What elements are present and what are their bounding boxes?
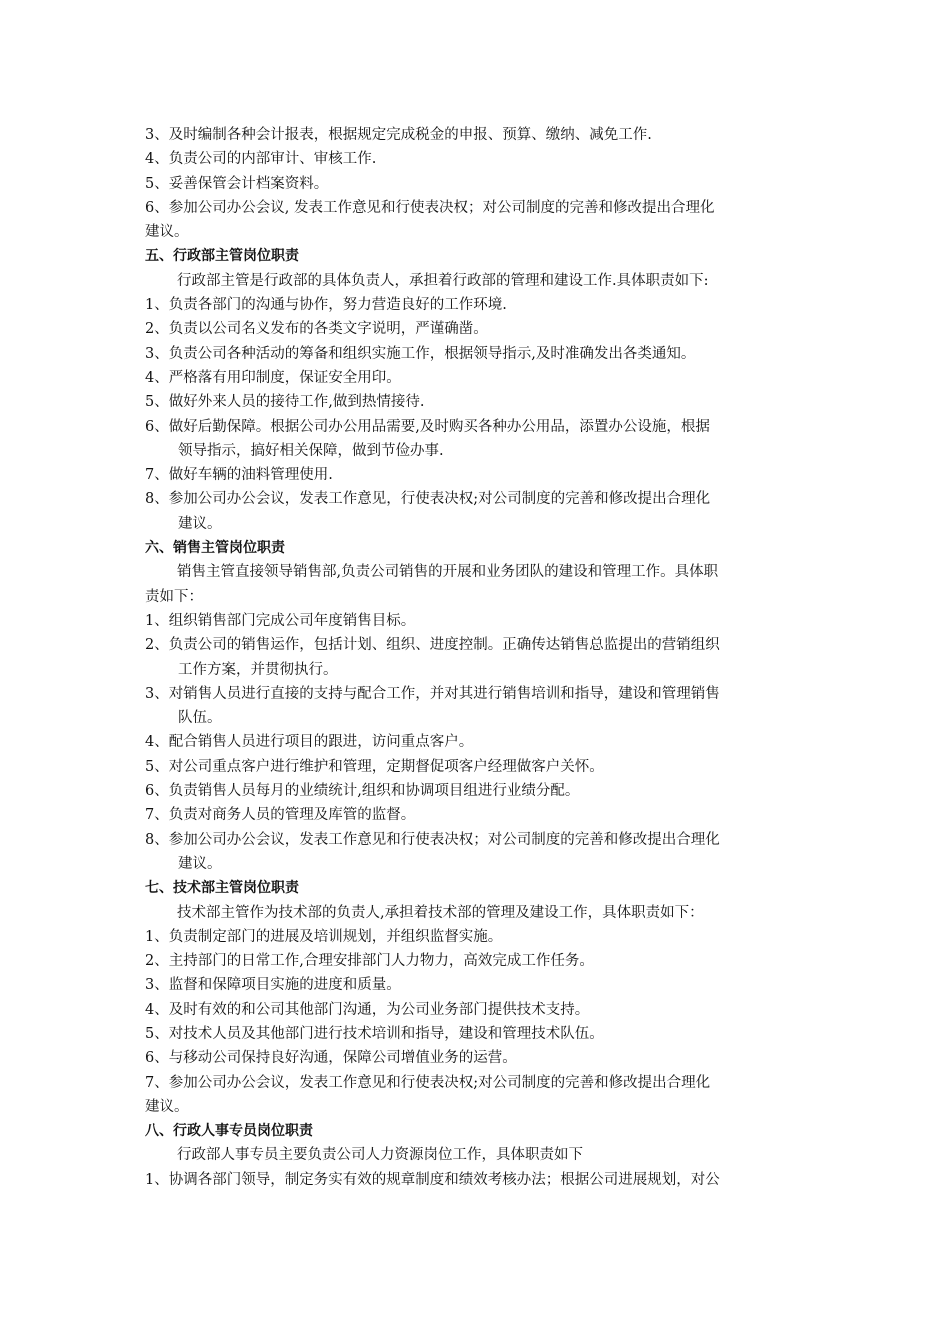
item-continuation: 工作方案，并贯彻执行。 (178, 661, 338, 678)
section-heading: 六、销售主管岗位职责 (145, 540, 285, 557)
list-item: 3、及时编制各种会计报表，根据规定完成税金的申报、预算、缴纳、减免工作. (145, 127, 652, 143)
list-item: 6、负责销售人员每月的业绩统计,组织和协调项目组进行业绩分配。 (145, 783, 580, 800)
list-item: 5、对技术人员及其他部门进行技术培训和指导，建设和管理技术队伍。 (145, 1025, 604, 1042)
intro-paragraph: 行政部主管是行政部的具体负责人，承担着行政部的管理和建设工作.具体职责如下: (177, 272, 709, 289)
item-continuation: 队伍。 (178, 710, 222, 727)
line-continuation: 建议。 (145, 1098, 189, 1115)
section-heading: 五、行政部主管岗位职责 (145, 248, 299, 265)
list-item: 2、负责公司的销售运作，包括计划、组织、进度控制。正确传达销售总监提出的营销组织 (145, 637, 720, 654)
intro-paragraph: 销售主管直接领导销售部,负责公司销售的开展和业务团队的建设和管理工作。具体职 (177, 564, 719, 581)
list-item: 1、组织销售部门完成公司年度销售目标。 (145, 612, 416, 629)
list-item: 5、妥善保管会计档案资料。 (145, 175, 329, 192)
list-item: 1、协调各部门领导，制定务实有效的规章制度和绩效考核办法；根据公司进展规划，对公 (145, 1171, 720, 1188)
section-heading: 七、技术部主管岗位职责 (145, 880, 299, 897)
item-continuation: 建议。 (178, 515, 222, 532)
list-item: 2、负责以公司名义发布的各类文字说明，严谨确凿。 (145, 321, 488, 338)
list-item: 5、做好外来人员的接待工作,做到热情接待. (145, 394, 425, 411)
intro-paragraph: 技术部主管作为技术部的负责人,承担着技术部的管理及建设工作，具体职责如下： (177, 904, 704, 921)
item-continuation: 建议。 (178, 855, 222, 872)
list-item: 3、对销售人员进行直接的支持与配合工作，并对其进行销售培训和指导，建设和管理销售 (145, 685, 720, 702)
section-heading: 八、行政人事专员岗位职责 (145, 1123, 313, 1140)
list-item: 7、负责对商务人员的管理及库管的监督。 (145, 807, 416, 824)
line-continuation: 建议。 (145, 224, 189, 241)
list-item: 7、做好车辆的油料管理使用. (145, 467, 333, 484)
list-item: 8、参加公司办公会议，发表工作意见和行使表决权；对公司制度的完善和修改提出合理化 (145, 831, 720, 848)
list-item: 4、负责公司的内部审计、审核工作. (145, 151, 377, 168)
list-item: 5、对公司重点客户进行维护和管理，定期督促项客户经理做客户关怀。 (145, 758, 604, 775)
list-item: 6、与移动公司保持良好沟通，保障公司增值业务的运营。 (145, 1050, 517, 1067)
document-page (145, 123, 810, 1192)
list-item: 3、负责公司各种活动的筹备和组织实施工作，根据领导指示,及时准确发出各类通知。 (145, 345, 696, 362)
list-item: 2、主持部门的日常工作,合理安排部门人力物力，高效完成工作任务。 (145, 953, 594, 970)
list-item: 6、参加公司办公会议, 发表工作意见和行使表决权；对公司制度的完善和修改提出合理化 (145, 199, 715, 216)
list-item: 4、配合销售人员进行项目的跟进，访问重点客户。 (145, 734, 474, 751)
intro-paragraph: 行政部人事专员主要负责公司人力资源岗位工作，具体职责如下 (177, 1147, 583, 1164)
list-item: 3、监督和保障项目实施的进度和质量。 (145, 977, 401, 994)
list-item: 7、参加公司办公会议，发表工作意见和行使表决权;对公司制度的完善和修改提出合理化 (145, 1074, 711, 1091)
list-item: 8、参加公司办公会议，发表工作意见，行使表决权;对公司制度的完善和修改提出合理化 (145, 491, 711, 508)
line-continuation: 责如下： (145, 588, 203, 605)
list-item: 4、及时有效的和公司其他部门沟通，为公司业务部门提供技术支持。 (145, 1001, 590, 1018)
list-item: 6、做好后勤保障。根据公司办公用品需要,及时购买各种办公用品，添置办公设施，根据 (145, 418, 710, 435)
list-item: 1、负责制定部门的进展及培训规划，并组织监督实施。 (145, 928, 503, 945)
list-item: 4、严格落有用印制度，保证安全用印。 (145, 369, 401, 386)
list-item: 1、负责各部门的沟通与协作，努力营造良好的工作环境. (145, 297, 507, 314)
item-continuation: 领导指示，搞好相关保障，做到节俭办事. (178, 442, 444, 459)
